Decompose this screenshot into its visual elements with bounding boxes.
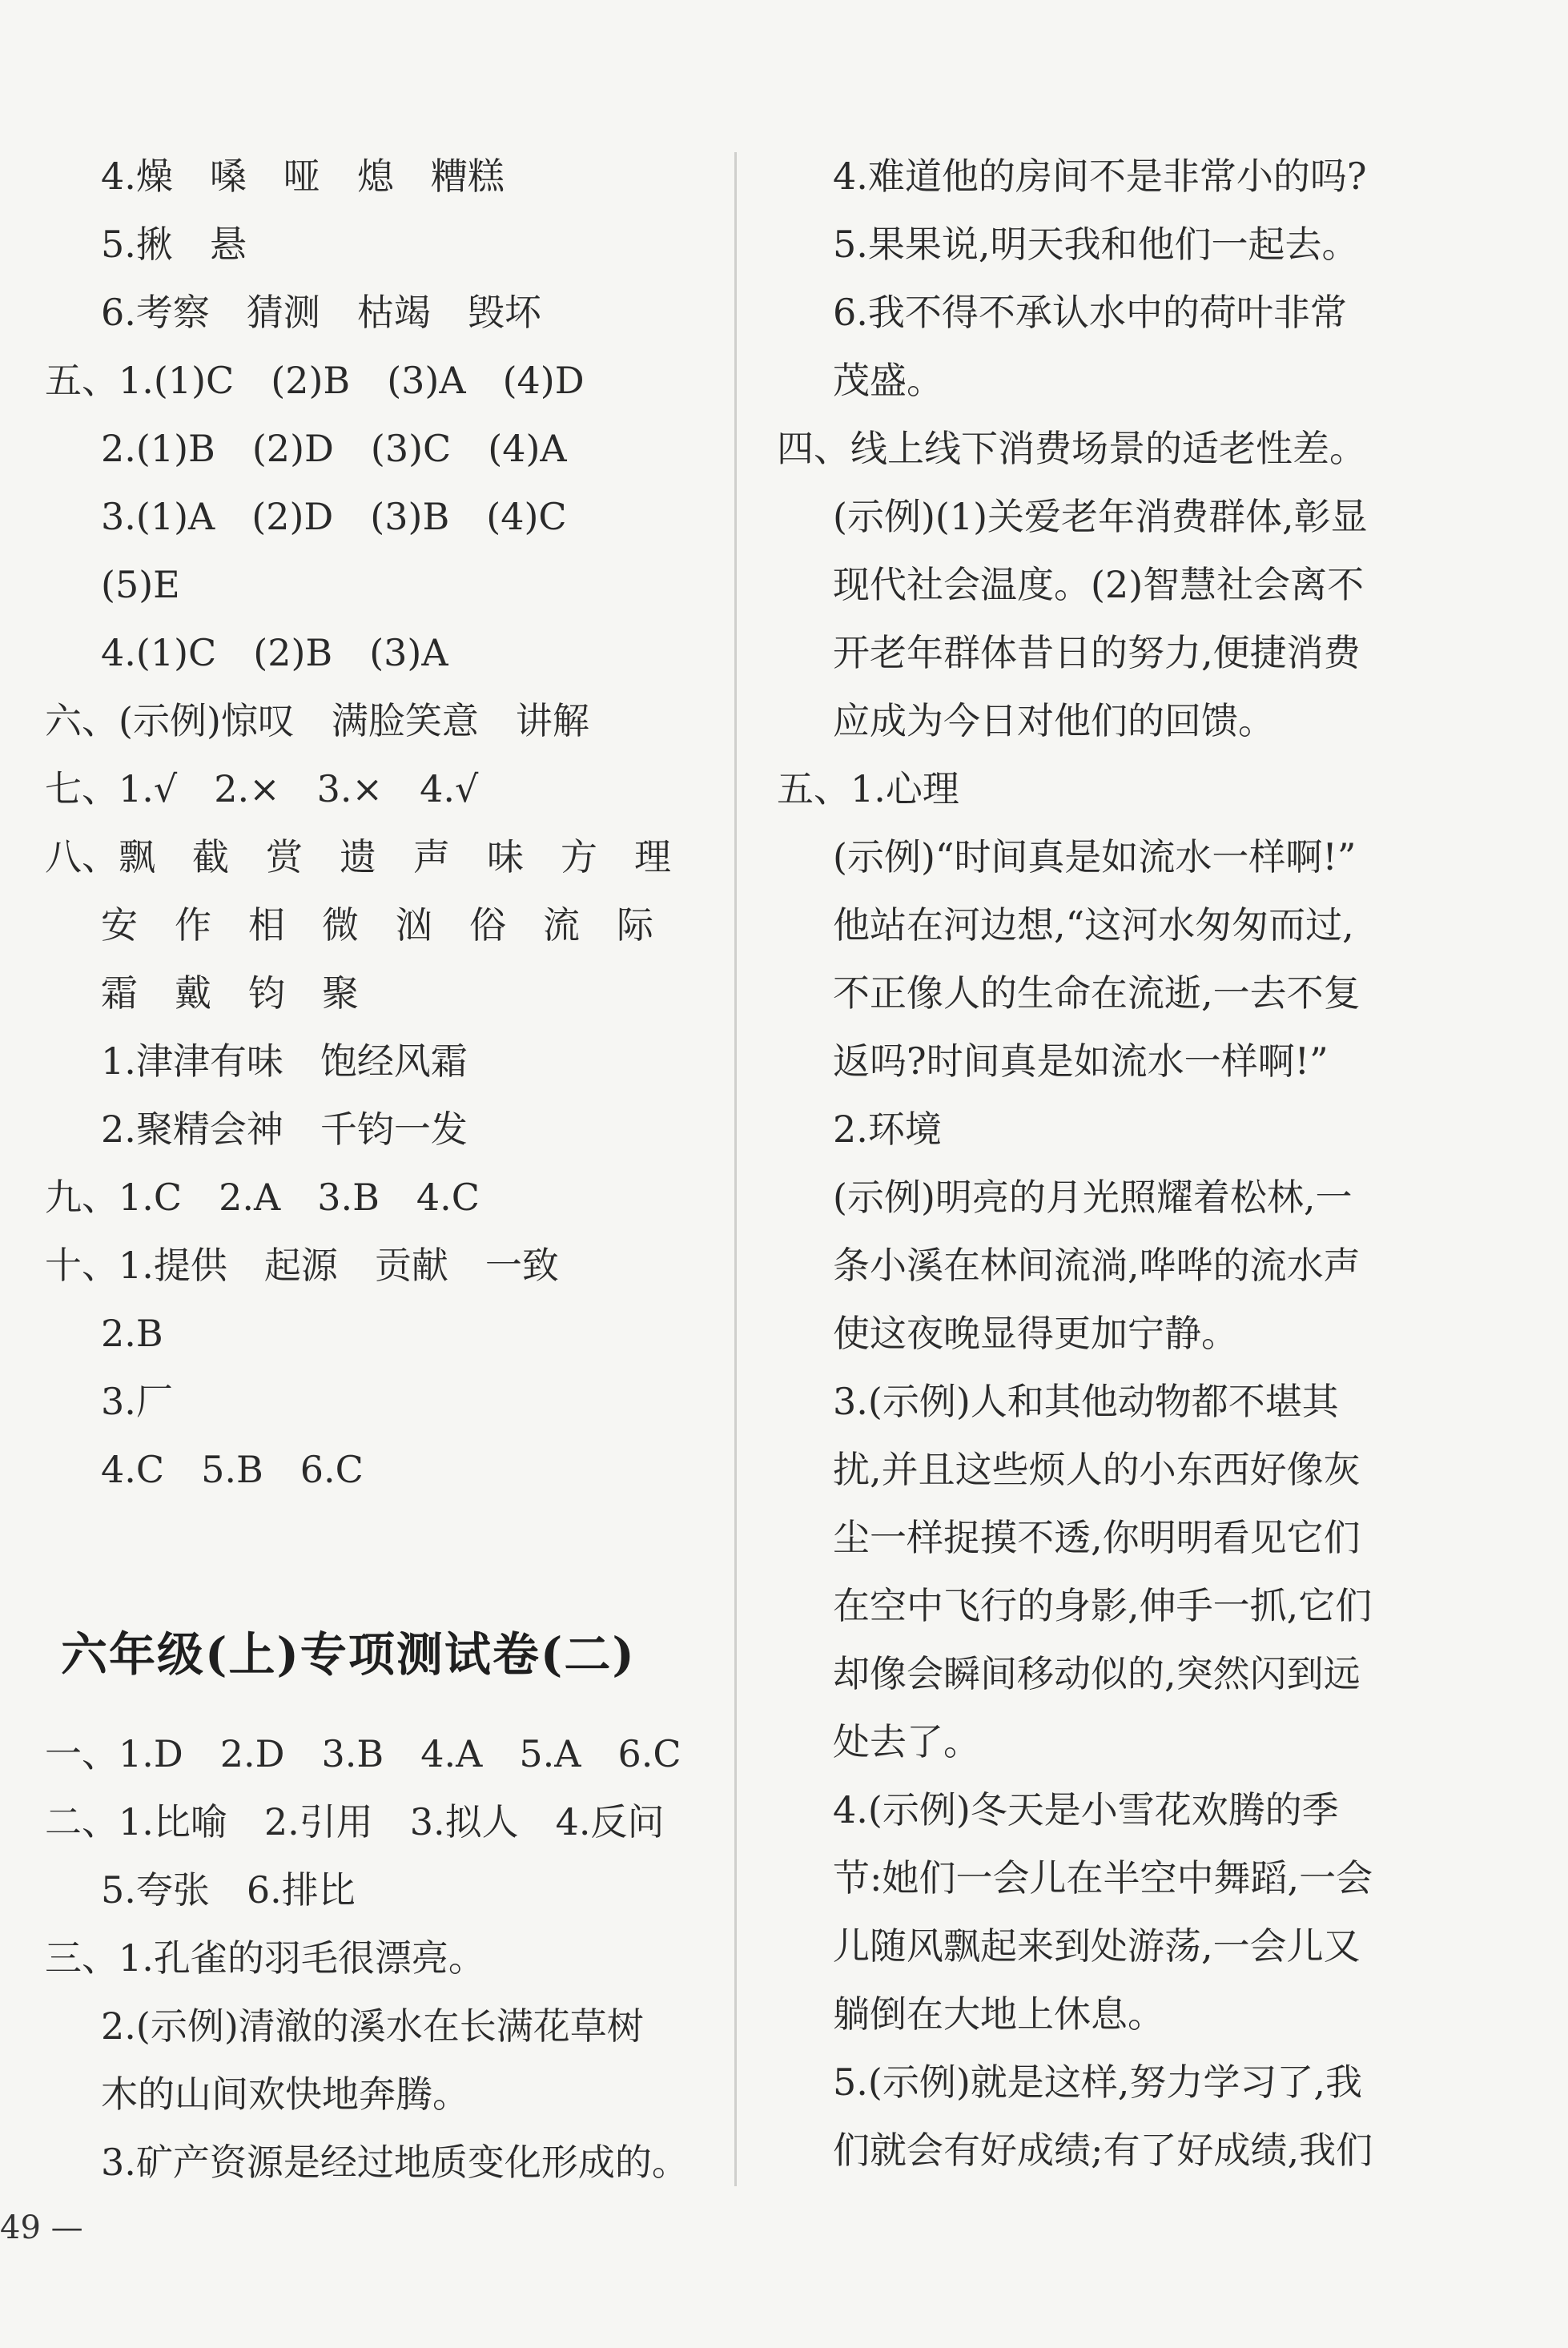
answer-line: 霜 戴 钧 聚 (101, 971, 359, 1015)
answer-line: 八、飘 截 赏 遗 声 味 方 理 (45, 835, 671, 878)
answer-line: 2.聚精会神 千钧一发 (101, 1108, 468, 1151)
answer-line: 6.我不得不承认水中的荷叶非常 (833, 291, 1347, 334)
answer-line: 在空中飞行的身影,伸手一抓,它们 (833, 1584, 1373, 1627)
answer-line: 现代社会温度。(2)智慧社会离不 (833, 563, 1365, 606)
answer-line: 5.(示例)就是这样,努力学习了,我 (833, 2061, 1363, 2104)
answer-line: 十、1.提供 起源 贡献 一致 (45, 1244, 559, 1287)
answer-line: 们就会有好成绩;有了好成绩,我们 (833, 2129, 1373, 2172)
answer-line: 2.B (101, 1312, 163, 1355)
answer-line: 儿随风飘起来到处游荡,一会儿又 (833, 1924, 1361, 1968)
answer-line: (5)E (101, 563, 180, 606)
answer-line: 茂盛。 (833, 359, 943, 402)
answer-line: 5.揪 悬 (101, 223, 247, 266)
answer-line: 一、1.D 2.D 3.B 4.A 5.A 6.C (45, 1732, 681, 1775)
answer-line: 使这夜晚显得更加宁静。 (833, 1312, 1238, 1355)
answer-line: 节:她们一会儿在半空中舞蹈,一会 (833, 1856, 1373, 1900)
answer-line: 躺倒在大地上休息。 (833, 1992, 1164, 2036)
answer-line: 木的山间欢快地奔腾。 (101, 2073, 469, 2116)
answer-line: 4.(示例)冬天是小雪花欢腾的季 (833, 1788, 1339, 1831)
page-number: 49 — (0, 2209, 83, 2246)
answer-line: 4.C 5.B 6.C (101, 1448, 364, 1491)
answer-line: 条小溪在林间流淌,哗哗的流水声 (833, 1244, 1361, 1287)
answer-line: 应成为今日对他们的回馈。 (833, 699, 1275, 742)
answer-line: 5.夸张 6.排比 (101, 1868, 356, 1912)
answer-line: 九、1.C 2.A 3.B 4.C (45, 1176, 480, 1219)
answer-line: 3.矿产资源是经过地质变化形成的。 (101, 2141, 689, 2184)
answer-line: 返吗?时间真是如流水一样啊!” (833, 1039, 1329, 1083)
answer-line: 开老年群体昔日的努力,便捷消费 (833, 631, 1361, 674)
answer-line: 他站在河边想,“这河水匆匆而过, (833, 903, 1354, 947)
answer-line: 3.(1)A (2)D (3)B (4)C (101, 495, 567, 538)
answer-line: 3.厂 (101, 1380, 173, 1423)
answer-line: 2.(1)B (2)D (3)C (4)A (101, 427, 567, 470)
answer-line: 3.(示例)人和其他动物都不堪其 (833, 1380, 1339, 1423)
answer-line: 却像会瞬间移动似的,突然闪到远 (833, 1652, 1361, 1695)
answer-line: 六、(示例)惊叹 满脸笑意 讲解 (45, 699, 589, 742)
column-divider (734, 152, 737, 2186)
answer-line: 2.环境 (833, 1108, 942, 1151)
answer-line: 安 作 相 微 汹 俗 流 际 (101, 903, 653, 947)
answer-line: 6.考察 猜测 枯竭 毁坏 (101, 291, 541, 334)
answer-line: 5.果果说,明天我和他们一起去。 (833, 223, 1359, 266)
answer-line: 五、1.(1)C (2)B (3)A (4)D (45, 359, 585, 402)
answer-line: 五、1.心理 (777, 767, 959, 810)
answer-line: (示例)(1)关爱老年消费群体,彰显 (833, 495, 1368, 538)
answer-line: 处去了。 (833, 1720, 980, 1763)
answer-line: 四、线上线下消费场景的适老性差。 (777, 427, 1366, 470)
answer-line: 4.难道他的房间不是非常小的吗? (833, 155, 1367, 198)
answer-line: 4.(1)C (2)B (3)A (101, 631, 448, 674)
answer-line: 扰,并且这些烦人的小东西好像灰 (833, 1448, 1361, 1491)
answer-line: 三、1.孔雀的羽毛很漂亮。 (45, 1936, 485, 1980)
answer-line: (示例)“时间真是如流水一样啊!” (833, 835, 1357, 878)
answer-line: 二、1.比喻 2.引用 3.拟人 4.反问 (45, 1800, 665, 1843)
answer-line: 七、1.√ 2.× 3.× 4.√ (45, 767, 479, 810)
answer-line: (示例)明亮的月光照耀着松林,一 (833, 1176, 1353, 1219)
answer-line: 尘一样捉摸不透,你明明看见它们 (833, 1516, 1361, 1559)
section-heading: 六年级(上)专项测试卷(二) (61, 1627, 636, 1682)
answer-line: 2.(示例)清澈的溪水在长满花草树 (101, 2004, 644, 2048)
answer-line: 不正像人的生命在流逝,一去不复 (833, 971, 1361, 1015)
answer-line: 4.燥 嗓 哑 熄 糟糕 (101, 155, 505, 198)
answer-line: 1.津津有味 饱经风霜 (101, 1039, 468, 1083)
